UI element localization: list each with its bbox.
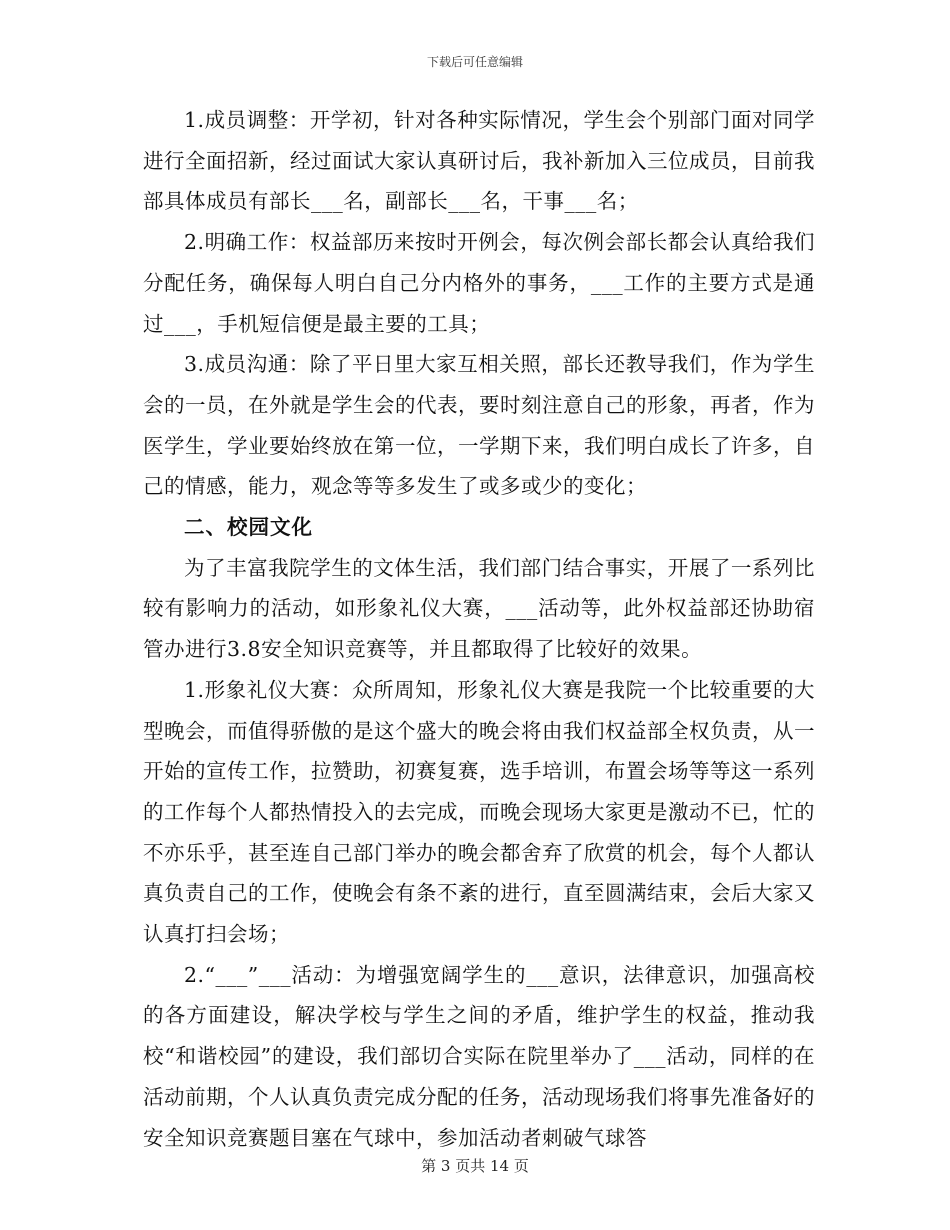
paragraph-campus-culture-intro: 为了丰富我院学生的文体生活，我们部门结合事实，开展了一系列比较有影响力的活动，如形象礼仪大赛，___活动等，此外权益部还协助宿管办进行3.8安全知识竞赛等，并且都取得了比较好的效果。 [143,555,815,662]
paragraph-etiquette-contest: 1.形象礼仪大赛：众所周知，形象礼仪大赛是我院一个比较重要的大型晚会，而值得骄傲的是这个盛大的晚会将由我们权益部全权负责，从一开始的宣传工作，拉赞助，初赛复赛，选手培训，布置会场等等这一系列的工作每个人都热情投入的去完成，而晚会现场大家更是激动不已，忙的不亦乐乎，甚至连自己部门举办的晚会都舍弃了欣赏的机会，每个人都认真负责自己的工作，使晚会有条不紊的进行，直至圆满结束，会后大家又认真打扫会场； [143,677,815,947]
document-body [143,100,815,1158]
page-number: 第 3 页共 14 页 [421,1157,529,1175]
section-heading-campus-culture: 二、校园文化 [184,515,313,540]
paragraph-member-communication: 3.成员沟通：除了平日里大家互相关照，部长还教导我们，作为学生会的一员，在外就是学生会的代表，要时刻注意自己的形象，再者，作为医学生，学业要始终放在第一位，一学期下来，我们明白成长了许多，自己的情感，能力，观念等等多发生了或多或少的变化； [143,352,815,499]
page-header: 下载后可任意编辑 [426,55,523,69]
paragraph-member-adjustment: 1.成员调整：开学初，针对各种实际情况，学生会个别部门面对同学进行全面招新，经过面试大家认真研讨后，我补新加入三位成员，目前我部具体成员有部长___名，副部长___名，干事___名； [143,108,815,214]
paragraph-clarify-work: 2.明确工作：权益部历来按时开例会，每次例会部长都会认真给我们分配任务，确保每人明白自己分内格外的事务，___工作的主要方式是通过___，手机短信便是最主要的工具； [143,230,815,336]
paragraph-rights-activity: 2.“___”___活动：为增强宽阔学生的___意识，法律意识，加强高校的各方面建设，解决学校与学生之间的矛盾，维护学生的权益，推动我校“和谐校园”的建设，我们部切合实际在院里举办了___活动，同样的在活动前期，个人认真负责完成分配的任务，活动现场我们将事先准备好的安全知识竞赛题目塞在气球中，参加活动者刺破气球答 [143,962,815,1150]
